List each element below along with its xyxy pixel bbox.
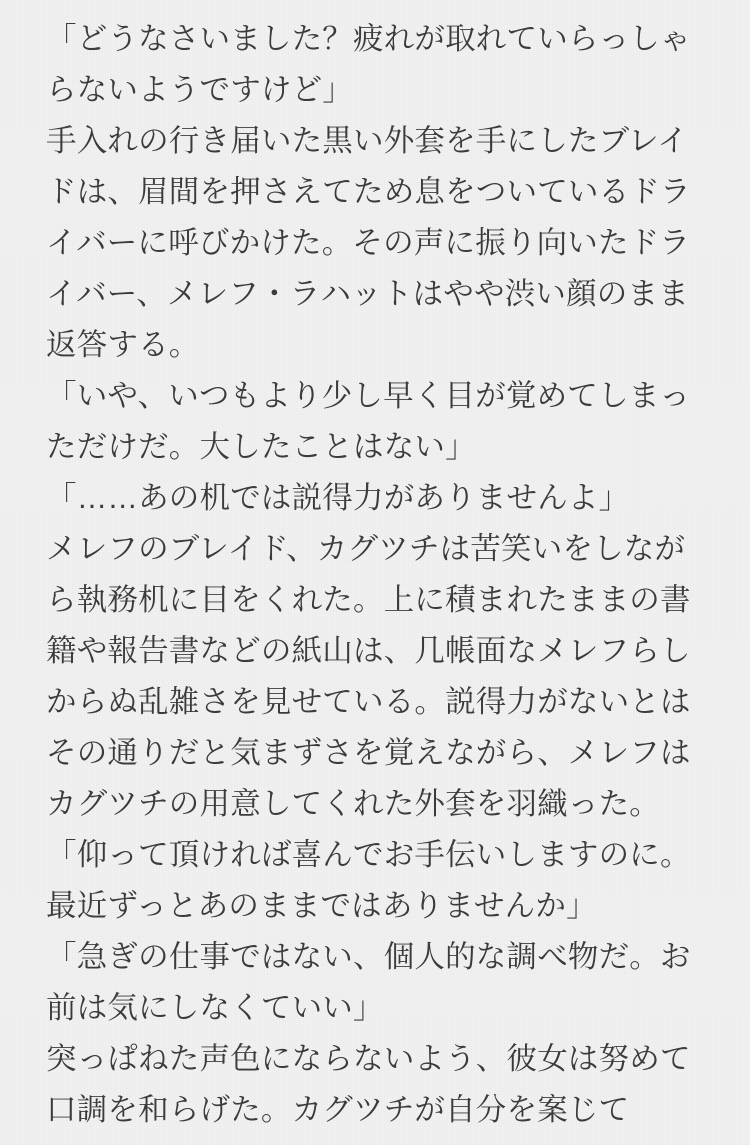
paragraph: 「急ぎの仕事ではない、個人的な調べ物だ。お前は気にしなくていい」 [46, 940, 691, 1025]
story-text-block [46, 14, 698, 1136]
paragraph: 手入れの行き届いた黒い外套を手にしたブレイドは、眉間を押さえてため息をついているドライバーに呼びかけた。その声に振り向いたドライバー、メレフ・ラハットはやや渋い顔のまま返答する。 [46, 124, 691, 362]
paragraph: 「どうなさいました？疲れが取れていらっしゃらないようですけど」 [46, 22, 691, 107]
paragraph: 「……あの机では説得力がありませんよ」 [46, 481, 630, 515]
paragraph: 「いや、いつもより少し早く目が覚めてしまっただけだ。大したことはない」 [46, 379, 691, 464]
paragraph: 突っぱねた声色にならないよう、彼女は努めて口調を和らげた。カグツチが自分を案じて [46, 1042, 691, 1127]
paragraph: 「仰って頂ければ喜んでお手伝いしますのに。最近ずっとあのままではありませんか」 [46, 838, 691, 923]
paragraph: メレフのブレイド、カグツチは苦笑いをしながら執務机に目をくれた。上に積まれたままの書籍や報告書などの紙山は、几帳面なメレフらしからぬ乱雑さを見せている。説得力がないとはその通りだと気まずさを覚えながら、メレフはカグツチの用意してくれた外套を羽織った。 [46, 532, 691, 821]
